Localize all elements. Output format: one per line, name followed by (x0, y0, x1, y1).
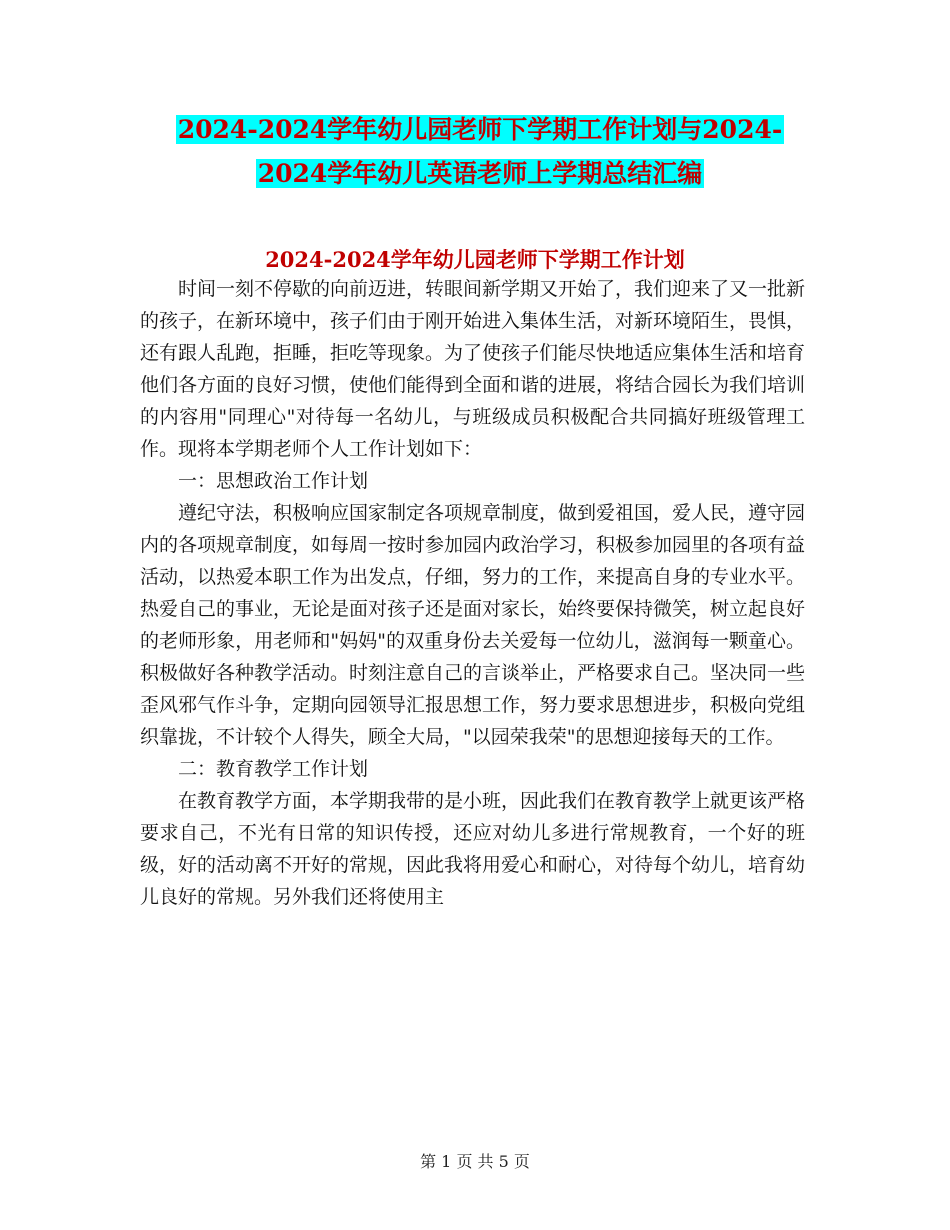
document-title-line-2: 2024学年幼儿英语老师上学期总结汇编 (257, 159, 703, 188)
paragraph-intro: 时间一刻不停歇的向前迈进，转眼间新学期又开始了，我们迎来了又一批新的孩子，在新环境中，孩子们由于刚开始进入集体生活，对新环境陌生，畏惧，还有跟人乱跑，拒睡，拒吃等现象。为了使孩子们能尽快地适应集体生活和培育他们各方面的良好习惯，使他们能得到全面和谐的进展，将结合园长为我们培训的内容用"同理心"对待每一名幼儿，与班级成员积极配合共同搞好班级管理工作。现将本学期老师个人工作计划如下： (140, 278, 806, 460)
document-title-line-1: 2024-2024学年幼儿园老师下学期工作计划与2024- (177, 115, 783, 144)
page-number-footer: 第 1 页 共 5 页 (420, 1152, 530, 1171)
document-body (140, 273, 805, 913)
paragraph-political-work: 遵纪守法，积极响应国家制定各项规章制度，做到爱祖国，爱人民，遵守园内的各项规章制度，如每周一按时参加园内政治学习，积极参加园里的各项有益活动，以热爱本职工作为出发点，仔细，努力的工作，来提高自身的专业水平。热爱自己的事业，无论是面对孩子还是面对家长，始终要保持微笑，树立起良好的老师形象，用老师和"妈妈"的双重身份去关爱每一位幼儿，滋润每一颗童心。积极做好各种教学活动。时刻注意自己的言谈举止，严格要求自己。坚决同一些歪风邪气作斗争，定期向园领导汇报思想工作，努力要求思想进步，积极向党组织靠拢，不计较个人得失，顾全大局，"以园荣我荣"的思想迎接每天的工作。 (140, 502, 806, 748)
heading-political-work-plan: 一：思想政治工作计划 (178, 470, 369, 492)
section-title: 2024-2024学年幼儿园老师下学期工作计划 (265, 247, 685, 272)
paragraph-teaching-work: 在教育教学方面，本学期我带的是小班，因此我们在教育教学上就更该严格要求自己，不光有日常的知识传授，还应对幼儿多进行常规教育，一个好的班级，好的活动离不开好的常规，因此我将用爱心和耐心，对待每个幼儿，培育幼儿良好的常规。另外我们还将使用主 (140, 790, 806, 908)
document-title (130, 108, 830, 196)
heading-teaching-work-plan: 二：教育教学工作计划 (178, 758, 369, 780)
